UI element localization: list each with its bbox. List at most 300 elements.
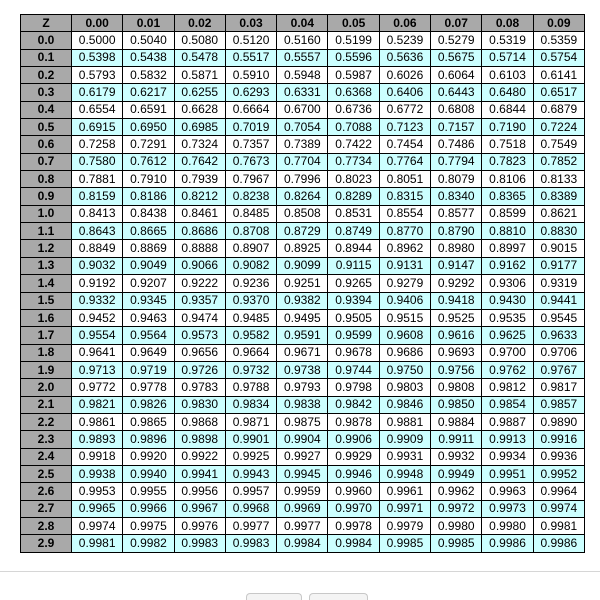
- probability-cell: 0.7019: [225, 119, 276, 136]
- probability-cell: 0.9812: [482, 379, 533, 396]
- probability-cell: 0.6664: [225, 101, 276, 118]
- z-table-body: [21, 32, 585, 552]
- probability-cell: 0.9965: [72, 500, 123, 517]
- probability-cell: 0.9706: [533, 344, 584, 361]
- probability-cell: 0.9147: [431, 257, 482, 274]
- probability-cell: 0.8686: [174, 223, 225, 240]
- probability-cell: 0.8264: [277, 188, 328, 205]
- probability-cell: 0.9222: [174, 275, 225, 292]
- probability-cell: 0.5517: [225, 49, 276, 66]
- probability-cell: 0.8508: [277, 205, 328, 222]
- probability-cell: 0.9898: [174, 431, 225, 448]
- probability-cell: 0.9738: [277, 361, 328, 378]
- probability-cell: 0.9732: [225, 361, 276, 378]
- probability-cell: 0.9357: [174, 292, 225, 309]
- probability-cell: 0.8340: [431, 188, 482, 205]
- table-row: [21, 136, 585, 153]
- probability-cell: 0.6331: [277, 84, 328, 101]
- z-value-cell: 0.9: [21, 188, 72, 205]
- table-row: [21, 396, 585, 413]
- probability-cell: 0.8577: [431, 205, 482, 222]
- probability-cell: 0.5319: [482, 32, 533, 49]
- probability-cell: 0.9700: [482, 344, 533, 361]
- probability-cell: 0.8749: [328, 223, 379, 240]
- probability-cell: 0.9938: [72, 465, 123, 482]
- probability-cell: 0.7794: [431, 153, 482, 170]
- probability-cell: 0.7910: [123, 171, 174, 188]
- probability-cell: 0.5871: [174, 67, 225, 84]
- probability-cell: 0.9656: [174, 344, 225, 361]
- probability-cell: 0.9441: [533, 292, 584, 309]
- probability-cell: 0.9953: [72, 483, 123, 500]
- probability-cell: 0.5557: [277, 49, 328, 66]
- probability-cell: 0.9985: [431, 535, 482, 552]
- probability-cell: 0.8413: [72, 205, 123, 222]
- probability-cell: 0.9744: [328, 361, 379, 378]
- probability-cell: 0.6915: [72, 119, 123, 136]
- table-row: [21, 84, 585, 101]
- probability-cell: 0.9955: [123, 483, 174, 500]
- probability-cell: 0.7454: [379, 136, 430, 153]
- probability-cell: 0.6255: [174, 84, 225, 101]
- z-value-cell: 1.2: [21, 240, 72, 257]
- probability-cell: 0.5910: [225, 67, 276, 84]
- probability-cell: 0.7764: [379, 153, 430, 170]
- probability-cell: 0.6217: [123, 84, 174, 101]
- column-header: 0.04: [277, 15, 328, 32]
- probability-cell: 0.9972: [431, 500, 482, 517]
- table-row: [21, 32, 585, 49]
- probability-cell: 0.5359: [533, 32, 584, 49]
- probability-cell: 0.9920: [123, 448, 174, 465]
- probability-cell: 0.9871: [225, 413, 276, 430]
- table-row: [21, 257, 585, 274]
- probability-cell: 0.7190: [482, 119, 533, 136]
- probability-cell: 0.8485: [225, 205, 276, 222]
- probability-cell: 0.5987: [328, 67, 379, 84]
- header-row: [21, 15, 585, 32]
- probability-cell: 0.9951: [482, 465, 533, 482]
- z-column-header: Z: [21, 15, 72, 32]
- probability-cell: 0.9981: [72, 535, 123, 552]
- probability-cell: 0.7939: [174, 171, 225, 188]
- probability-cell: 0.9319: [533, 275, 584, 292]
- probability-cell: 0.9406: [379, 292, 430, 309]
- probability-cell: 0.8925: [277, 240, 328, 257]
- probability-cell: 0.9913: [482, 431, 533, 448]
- probability-cell: 0.9978: [328, 517, 379, 534]
- probability-cell: 0.9980: [431, 517, 482, 534]
- probability-cell: 0.9974: [72, 517, 123, 534]
- probability-cell: 0.8830: [533, 223, 584, 240]
- probability-cell: 0.9986: [482, 535, 533, 552]
- probability-cell: 0.9957: [225, 483, 276, 500]
- probability-cell: 0.9964: [533, 483, 584, 500]
- probability-cell: 0.8643: [72, 223, 123, 240]
- probability-cell: 0.9099: [277, 257, 328, 274]
- probability-cell: 0.9968: [225, 500, 276, 517]
- table-row: [21, 413, 585, 430]
- z-value-cell: 2.9: [21, 535, 72, 552]
- probability-cell: 0.9922: [174, 448, 225, 465]
- probability-cell: 0.7291: [123, 136, 174, 153]
- probability-cell: 0.5080: [174, 32, 225, 49]
- table-row: [21, 205, 585, 222]
- probability-cell: 0.9616: [431, 327, 482, 344]
- probability-cell: 0.9495: [277, 309, 328, 326]
- probability-cell: 0.6736: [328, 101, 379, 118]
- probability-cell: 0.9941: [174, 465, 225, 482]
- probability-cell: 0.5675: [431, 49, 482, 66]
- probability-cell: 0.5160: [277, 32, 328, 49]
- probability-cell: 0.8238: [225, 188, 276, 205]
- probability-cell: 0.7258: [72, 136, 123, 153]
- z-value-cell: 0.1: [21, 49, 72, 66]
- probability-cell: 0.9982: [123, 535, 174, 552]
- probability-cell: 0.9525: [431, 309, 482, 326]
- probability-cell: 0.5948: [277, 67, 328, 84]
- probability-cell: 0.5120: [225, 32, 276, 49]
- probability-cell: 0.9971: [379, 500, 430, 517]
- probability-cell: 0.9664: [225, 344, 276, 361]
- probability-cell: 0.7224: [533, 119, 584, 136]
- page-divider: [0, 571, 600, 572]
- column-header: 0.02: [174, 15, 225, 32]
- probability-cell: 0.6026: [379, 67, 430, 84]
- z-value-cell: 0.0: [21, 32, 72, 49]
- probability-cell: 0.9049: [123, 257, 174, 274]
- probability-cell: 0.9131: [379, 257, 430, 274]
- z-value-cell: 2.7: [21, 500, 72, 517]
- probability-cell: 0.6103: [482, 67, 533, 84]
- z-value-cell: 2.1: [21, 396, 72, 413]
- previous-page-button[interactable]: [246, 593, 302, 600]
- probability-cell: 0.9625: [482, 327, 533, 344]
- probability-cell: 0.5239: [379, 32, 430, 49]
- column-header: 0.01: [123, 15, 174, 32]
- probability-cell: 0.8907: [225, 240, 276, 257]
- probability-cell: 0.5398: [72, 49, 123, 66]
- probability-cell: 0.9573: [174, 327, 225, 344]
- probability-cell: 0.9608: [379, 327, 430, 344]
- probability-cell: 0.9535: [482, 309, 533, 326]
- probability-cell: 0.9956: [174, 483, 225, 500]
- probability-cell: 0.8106: [482, 171, 533, 188]
- probability-cell: 0.8997: [482, 240, 533, 257]
- table-row: [21, 240, 585, 257]
- probability-cell: 0.9719: [123, 361, 174, 378]
- probability-cell: 0.9850: [431, 396, 482, 413]
- probability-cell: 0.8810: [482, 223, 533, 240]
- probability-cell: 0.8023: [328, 171, 379, 188]
- probability-cell: 0.9678: [328, 344, 379, 361]
- probability-cell: 0.9948: [379, 465, 430, 482]
- probability-cell: 0.9983: [174, 535, 225, 552]
- probability-cell: 0.8962: [379, 240, 430, 257]
- probability-cell: 0.9066: [174, 257, 225, 274]
- probability-cell: 0.6808: [431, 101, 482, 118]
- probability-cell: 0.9826: [123, 396, 174, 413]
- probability-cell: 0.9865: [123, 413, 174, 430]
- probability-cell: 0.9929: [328, 448, 379, 465]
- z-value-cell: 1.1: [21, 223, 72, 240]
- probability-cell: 0.9767: [533, 361, 584, 378]
- probability-cell: 0.6985: [174, 119, 225, 136]
- probability-cell: 0.9394: [328, 292, 379, 309]
- probability-cell: 0.7852: [533, 153, 584, 170]
- z-value-cell: 0.3: [21, 84, 72, 101]
- table-row: [21, 309, 585, 326]
- probability-cell: 0.7054: [277, 119, 328, 136]
- probability-cell: 0.9505: [328, 309, 379, 326]
- z-table: [20, 14, 585, 553]
- probability-cell: 0.9345: [123, 292, 174, 309]
- probability-cell: 0.9857: [533, 396, 584, 413]
- probability-cell: 0.9969: [277, 500, 328, 517]
- table-row: [21, 379, 585, 396]
- probability-cell: 0.9756: [431, 361, 482, 378]
- probability-cell: 0.9975: [123, 517, 174, 534]
- probability-cell: 0.9909: [379, 431, 430, 448]
- probability-cell: 0.7123: [379, 119, 430, 136]
- z-value-cell: 2.2: [21, 413, 72, 430]
- probability-cell: 0.5636: [379, 49, 430, 66]
- probability-cell: 0.9808: [431, 379, 482, 396]
- probability-cell: 0.9452: [72, 309, 123, 326]
- probability-cell: 0.9940: [123, 465, 174, 482]
- probability-cell: 0.9904: [277, 431, 328, 448]
- table-row: [21, 327, 585, 344]
- probability-cell: 0.9265: [328, 275, 379, 292]
- probability-cell: 0.9554: [72, 327, 123, 344]
- probability-cell: 0.5714: [482, 49, 533, 66]
- probability-cell: 0.6480: [482, 84, 533, 101]
- probability-cell: 0.7881: [72, 171, 123, 188]
- probability-cell: 0.7704: [277, 153, 328, 170]
- probability-cell: 0.5199: [328, 32, 379, 49]
- probability-cell: 0.9162: [482, 257, 533, 274]
- probability-cell: 0.7967: [225, 171, 276, 188]
- probability-cell: 0.9599: [328, 327, 379, 344]
- z-value-cell: 1.3: [21, 257, 72, 274]
- probability-cell: 0.9962: [431, 483, 482, 500]
- table-row: [21, 465, 585, 482]
- z-value-cell: 2.0: [21, 379, 72, 396]
- z-value-cell: 1.5: [21, 292, 72, 309]
- column-header: 0.08: [482, 15, 533, 32]
- z-value-cell: 1.4: [21, 275, 72, 292]
- probability-cell: 0.8869: [123, 240, 174, 257]
- probability-cell: 0.9838: [277, 396, 328, 413]
- probability-cell: 0.9750: [379, 361, 430, 378]
- probability-cell: 0.9693: [431, 344, 482, 361]
- probability-cell: 0.5793: [72, 67, 123, 84]
- probability-cell: 0.6141: [533, 67, 584, 84]
- probability-cell: 0.9875: [277, 413, 328, 430]
- probability-cell: 0.6368: [328, 84, 379, 101]
- probability-cell: 0.9985: [379, 535, 430, 552]
- probability-cell: 0.9906: [328, 431, 379, 448]
- probability-cell: 0.7422: [328, 136, 379, 153]
- table-row: [21, 292, 585, 309]
- probability-cell: 0.8531: [328, 205, 379, 222]
- probability-cell: 0.9983: [225, 535, 276, 552]
- z-value-cell: 2.6: [21, 483, 72, 500]
- probability-cell: 0.7580: [72, 153, 123, 170]
- probability-cell: 0.7389: [277, 136, 328, 153]
- probability-cell: 0.9306: [482, 275, 533, 292]
- z-value-cell: 0.5: [21, 119, 72, 136]
- probability-cell: 0.9332: [72, 292, 123, 309]
- probability-cell: 0.9979: [379, 517, 430, 534]
- probability-cell: 0.5832: [123, 67, 174, 84]
- probability-cell: 0.9861: [72, 413, 123, 430]
- probability-cell: 0.5040: [123, 32, 174, 49]
- probability-cell: 0.9115: [328, 257, 379, 274]
- probability-cell: 0.9984: [328, 535, 379, 552]
- probability-cell: 0.9901: [225, 431, 276, 448]
- probability-cell: 0.7088: [328, 119, 379, 136]
- probability-cell: 0.9868: [174, 413, 225, 430]
- probability-cell: 0.7518: [482, 136, 533, 153]
- probability-cell: 0.9916: [533, 431, 584, 448]
- probability-cell: 0.9830: [174, 396, 225, 413]
- column-header: 0.00: [72, 15, 123, 32]
- table-row: [21, 101, 585, 118]
- probability-cell: 0.9778: [123, 379, 174, 396]
- probability-cell: 0.8365: [482, 188, 533, 205]
- probability-cell: 0.9515: [379, 309, 430, 326]
- probability-cell: 0.9949: [431, 465, 482, 482]
- probability-cell: 0.9418: [431, 292, 482, 309]
- z-value-cell: 0.7: [21, 153, 72, 170]
- probability-cell: 0.8729: [277, 223, 328, 240]
- table-row: [21, 188, 585, 205]
- probability-cell: 0.9911: [431, 431, 482, 448]
- probability-cell: 0.5596: [328, 49, 379, 66]
- probability-cell: 0.8133: [533, 171, 584, 188]
- z-value-cell: 1.6: [21, 309, 72, 326]
- probability-cell: 0.7157: [431, 119, 482, 136]
- table-row: [21, 171, 585, 188]
- probability-cell: 0.9370: [225, 292, 276, 309]
- probability-cell: 0.9793: [277, 379, 328, 396]
- probability-cell: 0.8315: [379, 188, 430, 205]
- z-value-cell: 0.8: [21, 171, 72, 188]
- probability-cell: 0.9963: [482, 483, 533, 500]
- table-row: [21, 448, 585, 465]
- probability-cell: 0.5279: [431, 32, 482, 49]
- probability-cell: 0.9943: [225, 465, 276, 482]
- probability-cell: 0.5478: [174, 49, 225, 66]
- probability-cell: 0.8186: [123, 188, 174, 205]
- column-header: 0.03: [225, 15, 276, 32]
- probability-cell: 0.9887: [482, 413, 533, 430]
- z-value-cell: 2.8: [21, 517, 72, 534]
- probability-cell: 0.8461: [174, 205, 225, 222]
- probability-cell: 0.9846: [379, 396, 430, 413]
- table-row: [21, 49, 585, 66]
- probability-cell: 0.8051: [379, 171, 430, 188]
- table-row: [21, 275, 585, 292]
- z-value-cell: 2.3: [21, 431, 72, 448]
- probability-cell: 0.8849: [72, 240, 123, 257]
- probability-cell: 0.9817: [533, 379, 584, 396]
- probability-cell: 0.9545: [533, 309, 584, 326]
- table-row: [21, 344, 585, 361]
- probability-cell: 0.6293: [225, 84, 276, 101]
- probability-cell: 0.9896: [123, 431, 174, 448]
- probability-cell: 0.8289: [328, 188, 379, 205]
- table-row: [21, 517, 585, 534]
- probability-cell: 0.8621: [533, 205, 584, 222]
- z-value-cell: 1.8: [21, 344, 72, 361]
- probability-cell: 0.9986: [533, 535, 584, 552]
- probability-cell: 0.9936: [533, 448, 584, 465]
- probability-cell: 0.9803: [379, 379, 430, 396]
- probability-cell: 0.9726: [174, 361, 225, 378]
- probability-cell: 0.6772: [379, 101, 430, 118]
- probability-cell: 0.8554: [379, 205, 430, 222]
- probability-cell: 0.9633: [533, 327, 584, 344]
- probability-cell: 0.9582: [225, 327, 276, 344]
- probability-cell: 0.9884: [431, 413, 482, 430]
- probability-cell: 0.9015: [533, 240, 584, 257]
- probability-cell: 0.9946: [328, 465, 379, 482]
- probability-cell: 0.9032: [72, 257, 123, 274]
- probability-cell: 0.9925: [225, 448, 276, 465]
- probability-cell: 0.9959: [277, 483, 328, 500]
- probability-cell: 0.9932: [431, 448, 482, 465]
- probability-cell: 0.8599: [482, 205, 533, 222]
- probability-cell: 0.6064: [431, 67, 482, 84]
- probability-cell: 0.9788: [225, 379, 276, 396]
- probability-cell: 0.9854: [482, 396, 533, 413]
- probability-cell: 0.9686: [379, 344, 430, 361]
- probability-cell: 0.9821: [72, 396, 123, 413]
- column-header: 0.06: [379, 15, 430, 32]
- probability-cell: 0.9977: [225, 517, 276, 534]
- probability-cell: 0.9783: [174, 379, 225, 396]
- table-row: [21, 67, 585, 84]
- probability-cell: 0.9984: [277, 535, 328, 552]
- probability-cell: 0.5438: [123, 49, 174, 66]
- column-header: 0.05: [328, 15, 379, 32]
- probability-cell: 0.9382: [277, 292, 328, 309]
- probability-cell: 0.9430: [482, 292, 533, 309]
- probability-cell: 0.9931: [379, 448, 430, 465]
- probability-cell: 0.7612: [123, 153, 174, 170]
- probability-cell: 0.9934: [482, 448, 533, 465]
- next-page-button[interactable]: [309, 593, 368, 600]
- probability-cell: 0.9893: [72, 431, 123, 448]
- probability-cell: 0.8079: [431, 171, 482, 188]
- table-row: [21, 535, 585, 552]
- probability-cell: 0.6179: [72, 84, 123, 101]
- probability-cell: 0.6591: [123, 101, 174, 118]
- probability-cell: 0.9976: [174, 517, 225, 534]
- probability-cell: 0.9485: [225, 309, 276, 326]
- probability-cell: 0.7357: [225, 136, 276, 153]
- probability-cell: 0.6628: [174, 101, 225, 118]
- probability-cell: 0.9966: [123, 500, 174, 517]
- probability-cell: 0.9292: [431, 275, 482, 292]
- probability-cell: 0.8438: [123, 205, 174, 222]
- column-header: 0.07: [431, 15, 482, 32]
- probability-cell: 0.5754: [533, 49, 584, 66]
- probability-cell: 0.9082: [225, 257, 276, 274]
- table-row: [21, 500, 585, 517]
